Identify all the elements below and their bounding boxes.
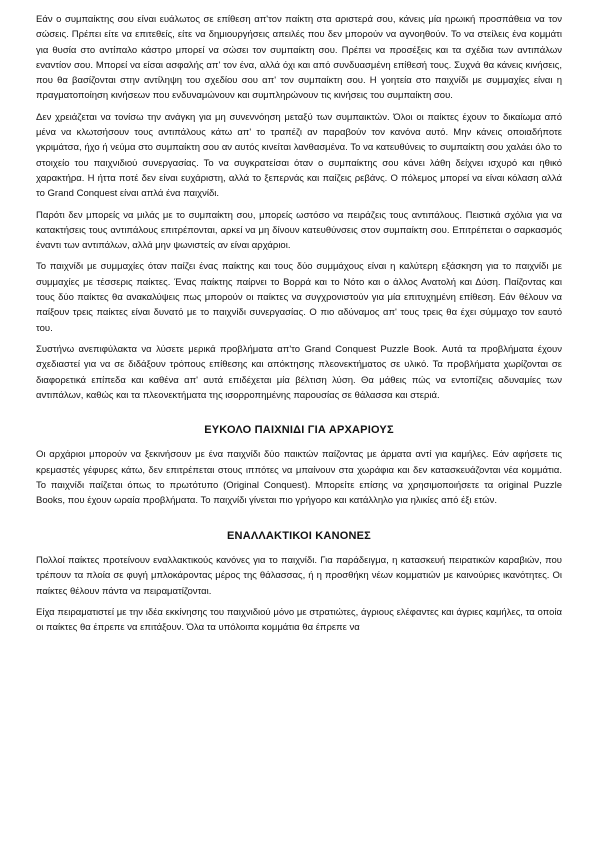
paragraph-easy-game: Οι αρχάριοι μπορούν να ξεκινήσουν με ένα παιχνίδι δύο παικτών παίζοντας με άρματα αντί για καμήλες. Εάν αφήσετε τις κρεμαστές γέφυρες κάτω, δεν επιτρέπεται στους ιππότες να μπαίνουν στα χωράφια και δεν κατασκευάζονται νέα κομμάτια. Το παιχνίδι παίζεται όπως το πρωτότυπο (Original Conquest). Μπορείτε επίσης να χρησιμοποιήσετε τα original Puzzle Books, που έχουν ωραία προβλήματα. Το παιχνίδι γίνεται πιο γρήγορο και κατάλληλο για ηλικίες από έξι ετών. xyxy=(36,449,562,507)
paragraph-partner-vulnerable: Εάν ο συμπαίκτης σου είναι ευάλωτος σε επίθεση απ'τον παίκτη στα αριστερά σου, κάνεις μία ηρωική προσπάθεια να τον σώσεις. Πρέπει είτε να επιτεθείς, είτε να δημιουργήσεις απειλές που δεν μπορούν να αγνοηθούν. Το να στείλεις ένα κομμάτι για θυσία στο αντίπαλο κάστρο μπορεί να σώσει τον συμπαίκτη σου. Πρέπει να προσέξεις και τα σχέδια των αντιπάλων εναντίον σου. Μπορεί να είσαι ασφαλής απ' τον ένα, αλλά όχι και από συνδυασμένη επίθεσή τους. Συχνά θα κάνεις κινήσεις, που θα βασίζονται στην αντίληψη του σχεδίου σου απ' τον συμπαίκτη σου. Η γοητεία στο παιχνίδι με συμμαχίες είναι η πραγματοποίηση κινήσεων που ενδυναμώνουν και συμπληρώνουν τις κινήσεις του συμπαίκτη σου. xyxy=(36,14,562,102)
paragraph-alternative-rules-2: Είχα πειραματιστεί με την ιδέα εκκίνησης του παιχνιδιού μόνο με στρατιώτες, άγριους ελέφαντες και άγριες καμήλες, τα οποία οι παίκτες θα έπρεπε να επιτάξουν. Όλα τα υπόλοιπα κομμάτια θα έπρεπε να xyxy=(36,606,562,634)
paragraph-alternative-rules-1: Πολλοί παίκτες προτείνουν εναλλακτικούς κανόνες για το παιχνίδι. Για παράδειγμα, η κατασκευή πειρατικών καραβιών, που τρέπουν τα πλοία σε φυγή μπλοκάροντας μέρος της θάλασσας, ή η προσθήκη νέων κομματιών με καινούριες ικανότητες. Οι παίκτες θέλουν πάντα να πειραματίζονται. xyxy=(36,554,562,597)
paragraph-puzzle-book: Συστήνω ανεπιφύλακτα να λύσετε μερικά προβλήματα απ'το Grand Conquest Puzzle Book. Αυτά τα προβλήματα έχουν σχεδιαστεί για να σε διδάξουν τρόπους επίθεσης και απόκτησης πλεονεκτήματος σε υλικό. Τα προβλήματα χωρίζονται σε διαφορετικά επίπεδα και καθένα απ' αυτά επιδέχεται μία βέλτιση λύση. Θα μάθεις πώς να εντοπίζεις αδυναμίες των αντιπάλων, καθώς και τα πλεονεκτήματα της ισορροπημένης παρουσίας σε θάλασσα και στεριά. xyxy=(36,343,562,401)
heading-easy-game: ΕΥΚΟΛΟ ΠΑΙΧΝΙΔΙ ΓΙΑ ΑΡΧΑΡΙΟΥΣ xyxy=(204,424,394,437)
document-page xyxy=(36,12,562,641)
paragraph-no-communication: Δεν χρειάζεται να τονίσω την ανάγκη για μη συνεννόηση μεταξύ των συμπαικτών. Όλοι οι παίκτες έχουν το δικαίωμα από μένα να κλωτσήσουν τους αντιπάλους κάτω απ' το τραπέζι αν παραβούν τον κανόνα αυτό. Μην κάνεις οποιαδήποτε γκριμάτσα, ήχο ή νεύμα στο συμπαίκτη σου αν αυτός κινείται λανθασμένα. Το να κατευθύνεις το συμπαίκτη σου χαλάει όλο το στοιχείο του παιχνιδιού συνεργασίας. Το να συγκρατείσαι όταν ο συμπαίκτης σου κάνει λάθη δείχνει ισχυρό και ηθικό χαρακτήρα. Η ήττα ποτέ δεν είναι ευχάριστη, αλλά το ξεπερνάς και παίζεις ρεβάνς. Ο πόλεμος μπορεί να είναι κόλαση αλλά το Grand Conquest είναι απλά ένα παιχνίδι. xyxy=(36,111,562,200)
paragraph-solo-practice: Το παιχνίδι με συμμαχίες όταν παίζει ένας παίκτης και τους δύο συμμάχους είναι η καλύτερη εξάσκηση για το παιχνίδι με συμμαχίες με τέσσερις παίκτες. Ένας παίκτης παίρνει το Βορρά και το Νότο και ο άλλος Ανατολή και Δύση. Παίζοντας και τους δύο παίκτες θα ανακαλύψεις πως μπορούν οι παίκτες να συγχρονιστούν για μία επιτυχημένη επίθεση. Εάν θέλουν να παίξουν τρεις παίκτες είναι δυνατό με το παιχνίδι συνεργασίας. Ο πιο αδύναμος απ' τους τρεις θα έχει σύμμαχο τον εαυτό του. xyxy=(36,261,562,334)
paragraph-teasing-opponents: Παρότι δεν μπορείς να μιλάς με το συμπαίκτη σου, μπορείς ωστόσο να πειράζεις τους αντιπάλους. Πειστικά σχόλια για να κατακτήσεις τους αντιπάλους επιτρέπονται, αρκεί να μη δίνουν κατευθύνσεις στον συμπαίκτη σου. Επιτρέπεται ο σαρκασμός έναντι των αντιπάλων, αλλά μην ψωνιστείς αν είναι αρχάριοι. xyxy=(36,209,562,252)
heading-alternative-rules: ΕΝΑΛΛΑΚΤΙΚΟΙ ΚΑΝΟΝΕΣ xyxy=(227,529,371,542)
